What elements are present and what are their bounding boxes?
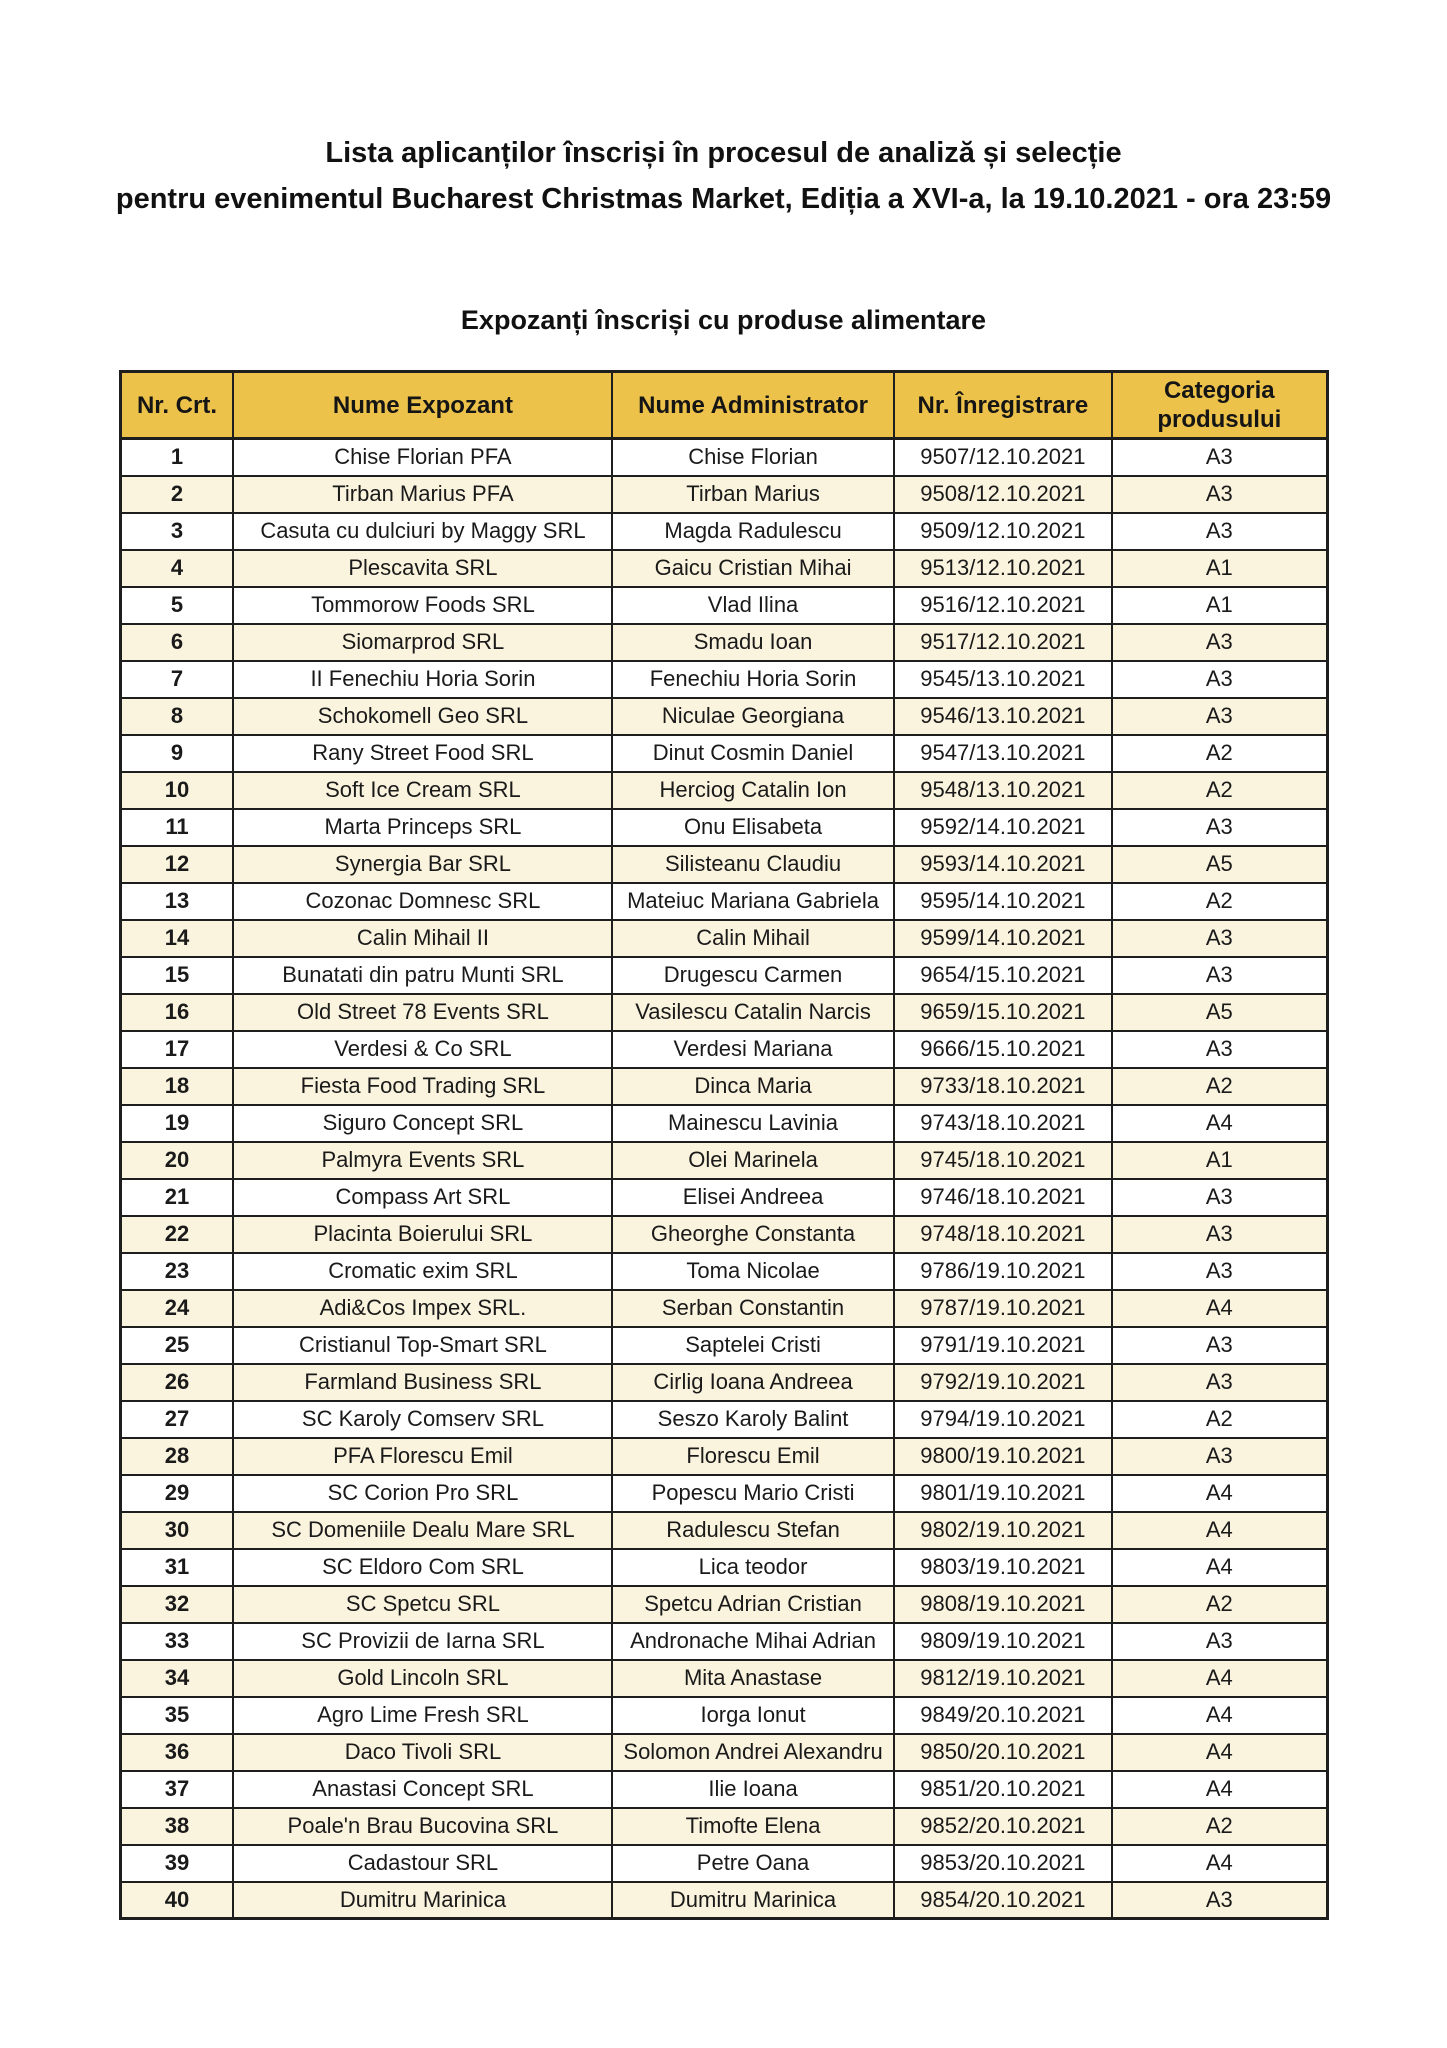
table-cell: 9794/19.10.2021 [894, 1401, 1112, 1438]
table-cell: 9654/15.10.2021 [894, 957, 1112, 994]
table-cell: Dumitru Marinica [233, 1882, 612, 1919]
table-row [120, 661, 1327, 698]
table-cell: Silisteanu Claudiu [612, 846, 893, 883]
table-cell: 9593/14.10.2021 [894, 846, 1112, 883]
table-cell: A2 [1112, 883, 1327, 920]
table-row [120, 1031, 1327, 1068]
table-cell: 9508/12.10.2021 [894, 476, 1112, 513]
table-cell: 9786/19.10.2021 [894, 1253, 1112, 1290]
table-cell: PFA Florescu Emil [233, 1438, 612, 1475]
table-cell: 9513/12.10.2021 [894, 550, 1112, 587]
table-cell: Iorga Ionut [612, 1697, 893, 1734]
table-cell: 9748/18.10.2021 [894, 1216, 1112, 1253]
table-row [120, 1512, 1327, 1549]
table-row [120, 1549, 1327, 1586]
table-cell: 22 [120, 1216, 233, 1253]
table-cell: 20 [120, 1142, 233, 1179]
table-row [120, 1179, 1327, 1216]
table-cell: 9659/15.10.2021 [894, 994, 1112, 1031]
table-cell: 4 [120, 550, 233, 587]
table-cell: Tirban Marius PFA [233, 476, 612, 513]
table-body [120, 439, 1327, 1919]
table-cell: 37 [120, 1771, 233, 1808]
table-row [120, 513, 1327, 550]
table-cell: A3 [1112, 1623, 1327, 1660]
table-cell: Synergia Bar SRL [233, 846, 612, 883]
table-cell: 18 [120, 1068, 233, 1105]
document-title [0, 130, 1447, 222]
table-row [120, 587, 1327, 624]
table-cell: 39 [120, 1845, 233, 1882]
table-cell: 7 [120, 661, 233, 698]
table-cell: A3 [1112, 698, 1327, 735]
table-cell: Seszo Karoly Balint [612, 1401, 893, 1438]
table-cell: 1 [120, 439, 233, 476]
table-cell: 9743/18.10.2021 [894, 1105, 1112, 1142]
table-cell: 16 [120, 994, 233, 1031]
table-cell: 10 [120, 772, 233, 809]
table-cell: Fiesta Food Trading SRL [233, 1068, 612, 1105]
table-cell: 36 [120, 1734, 233, 1771]
table-cell: Poale'n Brau Bucovina SRL [233, 1808, 612, 1845]
table-cell: 9791/19.10.2021 [894, 1327, 1112, 1364]
table-cell: A4 [1112, 1697, 1327, 1734]
table-cell: A4 [1112, 1734, 1327, 1771]
table-cell: 9516/12.10.2021 [894, 587, 1112, 624]
table-cell: A2 [1112, 1401, 1327, 1438]
table-cell: Toma Nicolae [612, 1253, 893, 1290]
table-cell: 38 [120, 1808, 233, 1845]
table-cell: A5 [1112, 846, 1327, 883]
table-cell: Anastasi Concept SRL [233, 1771, 612, 1808]
table-cell: Niculae Georgiana [612, 698, 893, 735]
table-cell: 26 [120, 1364, 233, 1401]
table-cell: 9592/14.10.2021 [894, 809, 1112, 846]
table-cell: Spetcu Adrian Cristian [612, 1586, 893, 1623]
table-cell: Florescu Emil [612, 1438, 893, 1475]
table-row [120, 883, 1327, 920]
table-cell: 28 [120, 1438, 233, 1475]
table-cell: A4 [1112, 1549, 1327, 1586]
table-cell: Bunatati din patru Munti SRL [233, 957, 612, 994]
table-row [120, 1216, 1327, 1253]
table-cell: 27 [120, 1401, 233, 1438]
table-cell: 9812/19.10.2021 [894, 1660, 1112, 1697]
table-cell: Lica teodor [612, 1549, 893, 1586]
column-header-0: Nr. Crt. [120, 372, 233, 439]
table-cell: Chise Florian PFA [233, 439, 612, 476]
table-cell: Timofte Elena [612, 1808, 893, 1845]
table-row [120, 1845, 1327, 1882]
table-cell: Petre Oana [612, 1845, 893, 1882]
table-cell: Olei Marinela [612, 1142, 893, 1179]
table-row [120, 1882, 1327, 1919]
table-cell: Chise Florian [612, 439, 893, 476]
table-cell: 31 [120, 1549, 233, 1586]
table-row [120, 1401, 1327, 1438]
table-cell: 9803/19.10.2021 [894, 1549, 1112, 1586]
table-row [120, 1734, 1327, 1771]
applicants-table [119, 370, 1329, 1920]
table-cell: A3 [1112, 513, 1327, 550]
table-cell: SC Karoly Comserv SRL [233, 1401, 612, 1438]
table-cell: 9746/18.10.2021 [894, 1179, 1112, 1216]
table-cell: 9517/12.10.2021 [894, 624, 1112, 661]
table-row [120, 1290, 1327, 1327]
table-cell: A3 [1112, 920, 1327, 957]
table-cell: Gold Lincoln SRL [233, 1660, 612, 1697]
table-cell: Dinut Cosmin Daniel [612, 735, 893, 772]
table-cell: Smadu Ioan [612, 624, 893, 661]
table-cell: 19 [120, 1105, 233, 1142]
table-cell: A2 [1112, 772, 1327, 809]
table-cell: Vlad Ilina [612, 587, 893, 624]
table-cell: Soft Ice Cream SRL [233, 772, 612, 809]
table-cell: Dinca Maria [612, 1068, 893, 1105]
table-cell: 9852/20.10.2021 [894, 1808, 1112, 1845]
table-cell: Tommorow Foods SRL [233, 587, 612, 624]
table-row [120, 1586, 1327, 1623]
table-cell: A3 [1112, 1438, 1327, 1475]
table-row [120, 1105, 1327, 1142]
table-cell: Popescu Mario Cristi [612, 1475, 893, 1512]
table-cell: Marta Princeps SRL [233, 809, 612, 846]
table-cell: A3 [1112, 809, 1327, 846]
table-cell: A3 [1112, 476, 1327, 513]
table-cell: A2 [1112, 1068, 1327, 1105]
table-row [120, 846, 1327, 883]
table-cell: Plescavita SRL [233, 550, 612, 587]
title-line-2: pentru evenimentul Bucharest Christmas Market, Ediția a XVI-a, la 19.10.2021 - ora 23:59 [115, 183, 1332, 215]
table-cell: SC Corion Pro SRL [233, 1475, 612, 1512]
table-cell: Agro Lime Fresh SRL [233, 1697, 612, 1734]
table-row [120, 1808, 1327, 1845]
table-cell: 9599/14.10.2021 [894, 920, 1112, 957]
table-cell: Magda Radulescu [612, 513, 893, 550]
table-cell: 9849/20.10.2021 [894, 1697, 1112, 1734]
table-row [120, 1660, 1327, 1697]
table-cell: 2 [120, 476, 233, 513]
table-cell: A4 [1112, 1290, 1327, 1327]
table-cell: Verdesi & Co SRL [233, 1031, 612, 1068]
table-cell: Cirlig Ioana Andreea [612, 1364, 893, 1401]
table-cell: Cristianul Top-Smart SRL [233, 1327, 612, 1364]
table-cell: Saptelei Cristi [612, 1327, 893, 1364]
table-cell: A4 [1112, 1105, 1327, 1142]
table-cell: A4 [1112, 1771, 1327, 1808]
table-cell: 3 [120, 513, 233, 550]
table-cell: Serban Constantin [612, 1290, 893, 1327]
table-cell: Siguro Concept SRL [233, 1105, 612, 1142]
table-cell: 24 [120, 1290, 233, 1327]
column-header-2: Nume Administrator [612, 372, 893, 439]
table-cell: Compass Art SRL [233, 1179, 612, 1216]
table-cell: SC Provizii de Iarna SRL [233, 1623, 612, 1660]
table-cell: 9802/19.10.2021 [894, 1512, 1112, 1549]
table-cell: 9546/13.10.2021 [894, 698, 1112, 735]
table-cell: 9547/13.10.2021 [894, 735, 1112, 772]
table-cell: Adi&Cos Impex SRL. [233, 1290, 612, 1327]
table-cell: A1 [1112, 587, 1327, 624]
column-header-3: Nr. Înregistrare [894, 372, 1112, 439]
table-cell: 9595/14.10.2021 [894, 883, 1112, 920]
table-row [120, 476, 1327, 513]
table-cell: SC Spetcu SRL [233, 1586, 612, 1623]
table-cell: A3 [1112, 661, 1327, 698]
table-row [120, 550, 1327, 587]
table-cell: Fenechiu Horia Sorin [612, 661, 893, 698]
table-cell: 12 [120, 846, 233, 883]
table-cell: 40 [120, 1882, 233, 1919]
table-cell: Mita Anastase [612, 1660, 893, 1697]
table-cell: 9545/13.10.2021 [894, 661, 1112, 698]
table-cell: 9853/20.10.2021 [894, 1845, 1112, 1882]
table-cell: Calin Mihail [612, 920, 893, 957]
table-cell: A3 [1112, 1327, 1327, 1364]
table-cell: Vasilescu Catalin Narcis [612, 994, 893, 1031]
table-cell: Daco Tivoli SRL [233, 1734, 612, 1771]
table-cell: 15 [120, 957, 233, 994]
table-cell: Siomarprod SRL [233, 624, 612, 661]
table-cell: Calin Mihail II [233, 920, 612, 957]
table-cell: 9745/18.10.2021 [894, 1142, 1112, 1179]
table-cell: A3 [1112, 1216, 1327, 1253]
table-cell: 9507/12.10.2021 [894, 439, 1112, 476]
table-cell: 8 [120, 698, 233, 735]
table-cell: SC Eldoro Com SRL [233, 1549, 612, 1586]
table-cell: A1 [1112, 550, 1327, 587]
table-cell: A4 [1112, 1845, 1327, 1882]
table-row [120, 809, 1327, 846]
table-cell: 34 [120, 1660, 233, 1697]
table-cell: 25 [120, 1327, 233, 1364]
table-cell: Mainescu Lavinia [612, 1105, 893, 1142]
table-cell: 9809/19.10.2021 [894, 1623, 1112, 1660]
table-cell: A2 [1112, 1586, 1327, 1623]
table-cell: A3 [1112, 1179, 1327, 1216]
table-cell: Mateiuc Mariana Gabriela [612, 883, 893, 920]
table-cell: 9800/19.10.2021 [894, 1438, 1112, 1475]
table-cell: A2 [1112, 735, 1327, 772]
table-cell: SC Domeniile Dealu Mare SRL [233, 1512, 612, 1549]
table-row [120, 624, 1327, 661]
table-row [120, 698, 1327, 735]
table-cell: Cadastour SRL [233, 1845, 612, 1882]
table-row [120, 439, 1327, 476]
table-cell: 5 [120, 587, 233, 624]
table-cell: 9787/19.10.2021 [894, 1290, 1112, 1327]
table-cell: 23 [120, 1253, 233, 1290]
table-row [120, 735, 1327, 772]
table-cell: 9666/15.10.2021 [894, 1031, 1112, 1068]
table-cell: Verdesi Mariana [612, 1031, 893, 1068]
table-cell: A3 [1112, 624, 1327, 661]
table-cell: Drugescu Carmen [612, 957, 893, 994]
table-cell: 21 [120, 1179, 233, 1216]
table-row [120, 1697, 1327, 1734]
table-cell: Solomon Andrei Alexandru [612, 1734, 893, 1771]
table-cell: 9509/12.10.2021 [894, 513, 1112, 550]
table-cell: Onu Elisabeta [612, 809, 893, 846]
table-cell: Cozonac Domnesc SRL [233, 883, 612, 920]
table-header [120, 372, 1327, 439]
table-row [120, 1475, 1327, 1512]
table-cell: Gaicu Cristian Mihai [612, 550, 893, 587]
column-header-1: Nume Expozant [233, 372, 612, 439]
table-cell: 17 [120, 1031, 233, 1068]
table-cell: Palmyra Events SRL [233, 1142, 612, 1179]
table-row [120, 1327, 1327, 1364]
table-cell: 9854/20.10.2021 [894, 1882, 1112, 1919]
table-cell: A4 [1112, 1475, 1327, 1512]
table-row [120, 920, 1327, 957]
table-cell: 35 [120, 1697, 233, 1734]
table-cell: A4 [1112, 1512, 1327, 1549]
table-cell: A3 [1112, 1253, 1327, 1290]
column-header-4: Categoria produsului [1112, 372, 1327, 439]
table-cell: Farmland Business SRL [233, 1364, 612, 1401]
table-cell: 9 [120, 735, 233, 772]
table-cell: Tirban Marius [612, 476, 893, 513]
table-cell: A3 [1112, 1364, 1327, 1401]
table-cell: Gheorghe Constanta [612, 1216, 893, 1253]
table-cell: 29 [120, 1475, 233, 1512]
table-cell: A3 [1112, 1031, 1327, 1068]
table-cell: 14 [120, 920, 233, 957]
table-row [120, 1364, 1327, 1401]
table-row [120, 1623, 1327, 1660]
table-cell: 9792/19.10.2021 [894, 1364, 1112, 1401]
table-cell: 9548/13.10.2021 [894, 772, 1112, 809]
table-cell: A3 [1112, 439, 1327, 476]
table-cell: Ilie Ioana [612, 1771, 893, 1808]
table-cell: Dumitru Marinica [612, 1882, 893, 1919]
table-cell: 32 [120, 1586, 233, 1623]
table-cell: 9801/19.10.2021 [894, 1475, 1112, 1512]
table-row [120, 1142, 1327, 1179]
table-cell: Rany Street Food SRL [233, 735, 612, 772]
table-cell: 11 [120, 809, 233, 846]
table-row [120, 1438, 1327, 1475]
table-cell: 9808/19.10.2021 [894, 1586, 1112, 1623]
table-cell: 33 [120, 1623, 233, 1660]
table-cell: 9851/20.10.2021 [894, 1771, 1112, 1808]
table-row [120, 957, 1327, 994]
section-title: Expozanți înscriși cu produse alimentare [460, 305, 987, 335]
title-line-1: Lista aplicanților înscriși în procesul de analiză și selecție [325, 137, 1122, 169]
table-cell: Placinta Boierului SRL [233, 1216, 612, 1253]
table-cell: 9733/18.10.2021 [894, 1068, 1112, 1105]
table-cell: 30 [120, 1512, 233, 1549]
table-row [120, 1068, 1327, 1105]
table-cell: Elisei Andreea [612, 1179, 893, 1216]
table-cell: A1 [1112, 1142, 1327, 1179]
table-cell: 13 [120, 883, 233, 920]
table-cell: 9850/20.10.2021 [894, 1734, 1112, 1771]
table-cell: Old Street 78 Events SRL [233, 994, 612, 1031]
table-cell: Cromatic exim SRL [233, 1253, 612, 1290]
table-cell: A2 [1112, 1808, 1327, 1845]
table-cell: Schokomell Geo SRL [233, 698, 612, 735]
table-cell: Casuta cu dulciuri by Maggy SRL [233, 513, 612, 550]
table-row [120, 772, 1327, 809]
table-row [120, 994, 1327, 1031]
table-cell: A3 [1112, 1882, 1327, 1919]
table-cell: A5 [1112, 994, 1327, 1031]
table-cell: Herciog Catalin Ion [612, 772, 893, 809]
table-cell: A4 [1112, 1660, 1327, 1697]
table-cell: Radulescu Stefan [612, 1512, 893, 1549]
table-cell: 6 [120, 624, 233, 661]
table-header-row [120, 372, 1327, 439]
table-row [120, 1771, 1327, 1808]
table-cell: A3 [1112, 957, 1327, 994]
table-row [120, 1253, 1327, 1290]
table-cell: II Fenechiu Horia Sorin [233, 661, 612, 698]
table-cell: Andronache Mihai Adrian [612, 1623, 893, 1660]
